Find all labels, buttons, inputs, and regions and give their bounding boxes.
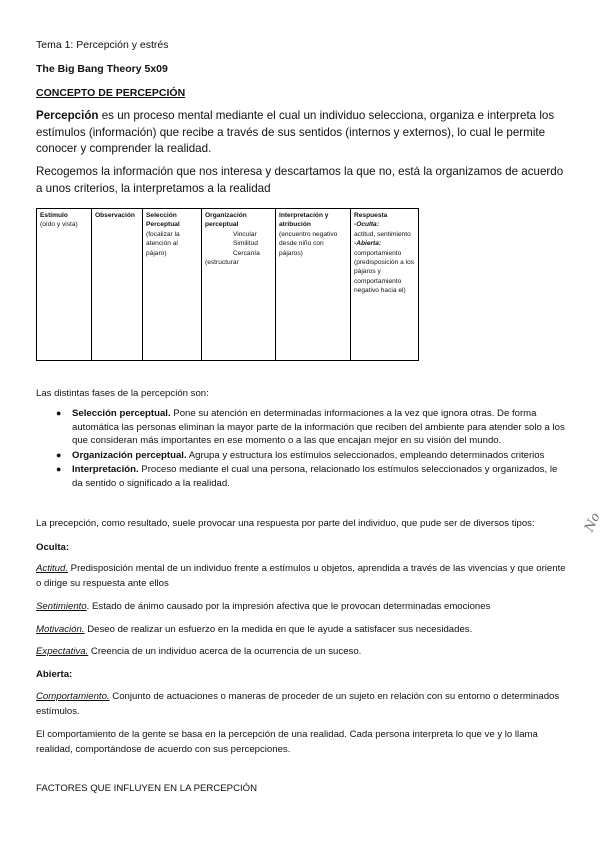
organization-item: Similitud: [233, 240, 258, 248]
expectation-term: Expectativa.: [36, 646, 89, 657]
response-hidden-label: -Oculta:: [354, 221, 379, 229]
attitude-text: Predisposición mental de un individuo frente a estímulos u objetos, aprendida a través de las vivencias y que oriente o dirige su respuesta ante ellos: [36, 563, 566, 589]
organization-text: (estructurar: [205, 259, 239, 267]
selection-text: (focalizar la atención al pájaro): [146, 230, 180, 257]
feeling-definition: [36, 599, 566, 614]
motivation-text: Deseo de realizar un esfuerzo en la medida en que le ayude a satisfacer sus necesidades.: [84, 624, 473, 635]
phase-text: Proceso mediante el cual una persona, relacionado los estímulos seleccionados y organizados, le da sentido o significado a la realidad.: [72, 464, 558, 489]
list-item: [36, 407, 566, 448]
stimulus-header: Estímulo: [40, 212, 68, 219]
interpretation-header: Interpretación y atribución: [279, 212, 329, 229]
perception-term: Percepción: [36, 109, 99, 122]
response-header: Respuesta: [354, 212, 388, 219]
selection-header: Selección Perceptual: [146, 212, 180, 229]
margin-note: No: [582, 510, 604, 535]
factors-title: FACTORES QUE INFLUYEN EN LA PERCEPCIÓN: [36, 783, 258, 794]
bullet-icon: ●: [56, 449, 62, 460]
attitude-definition: [36, 561, 566, 591]
behaviour-definition: [36, 689, 566, 719]
response-types-sentence: La precepción, como resultado, suele provocar una respuesta por parte del individuo, que pude ser de diversos tipos:: [36, 518, 535, 529]
table-cell-stimulus: [37, 209, 92, 361]
list-item: [36, 463, 566, 490]
behaviour-paragraph: El comportamiento de la gente se basa en la percepción de una realidad. Cada persona interpreta lo que ve y lo llama realidad, comportándose de acuerdo con sus percepciones.: [36, 729, 538, 755]
stimulus-text: (oído y vista): [40, 221, 78, 229]
phases-intro: Las distintas fases de la percepción son:: [36, 388, 209, 399]
perception-summary: Recogemos la información que nos interesa y descartamos la que no, está la organizamos de acuerdo a unos criterios, la interpretamos a la realidad: [36, 165, 564, 195]
expectation-text: Creencia de un individuo acerca de la ocurrencia de un suceso.: [88, 646, 362, 657]
table-cell-selection: [143, 209, 202, 361]
section-title: CONCEPTO DE PERCEPCIÓN: [36, 87, 186, 99]
perception-definition-text: es un proceso mental mediante el cual un individuo selecciona, organiza e interpreta los estímulos (información) que recibe a través de sus sentidos (internos y externos), lo cual le permite conocer y comprender la realidad.: [36, 109, 555, 155]
list-item: [36, 449, 566, 463]
observation-header: Observación: [95, 212, 135, 219]
phases-list: [36, 407, 566, 491]
show-title: The Big Bang Theory 5x09: [36, 63, 168, 75]
phase-text: Pone su atención en determinadas informaciones a la vez que ignora otras. De forma automática las personas eliminan la mayor parte de la información que reciben del ambiente para atender solo a los que consideran más importantes en ese momento o a las que encajan mejor en su visión del mundo.: [72, 408, 565, 446]
feeling-term: Sentimiento: [36, 601, 87, 612]
response-hidden-text: actitud, sentimiento: [354, 230, 411, 238]
interpretation-text: (encuentro negativo desde niño con pájaros): [279, 230, 338, 257]
hidden-title: Oculta:: [36, 542, 70, 553]
perception-definition: [36, 108, 566, 158]
perception-process-table: [36, 208, 419, 361]
phase-text: Agrupa y estructura los estímulos seleccionados, empleando determinados criterios: [186, 449, 545, 461]
phase-term: Selección perceptual.: [72, 408, 171, 419]
phase-term: Interpretación.: [72, 464, 139, 475]
attitude-term: Actitud.: [36, 563, 68, 574]
motivation-definition: [36, 622, 566, 637]
motivation-term: Motivación.: [36, 624, 85, 635]
topic-line: Tema 1: Percepción y estrés: [36, 39, 169, 51]
organization-header: Organización perceptual: [205, 212, 247, 229]
table-cell-organization: [202, 209, 276, 361]
response-open-label: -Abierta:: [354, 240, 382, 248]
organization-item: Vincular: [233, 230, 257, 238]
behaviour-definition-text: Conjunto de actuaciones o maneras de proceder de un sujeto en relación con su entorno o determinados estímulos.: [36, 691, 560, 717]
table-cell-interpretation: [276, 209, 351, 361]
open-title: Abierta:: [36, 669, 73, 680]
feeling-text: . Estado de ánimo causado por la impresión afectiva que le provocan determinadas emociones: [86, 601, 491, 612]
behaviour-term: Comportamiento.: [36, 691, 110, 702]
phase-term: Organización perceptual.: [72, 449, 187, 461]
bullet-icon: ●: [56, 464, 62, 474]
table-cell-response: [351, 209, 419, 361]
expectation-definition: [36, 644, 566, 659]
organization-item: Cercanía: [233, 249, 260, 257]
response-open-text: comportamiento (predisposición a los pájaros y comportamiento negativo hacia el): [354, 249, 415, 295]
table-cell-observation: [92, 209, 143, 361]
bullet-icon: ●: [56, 408, 62, 418]
